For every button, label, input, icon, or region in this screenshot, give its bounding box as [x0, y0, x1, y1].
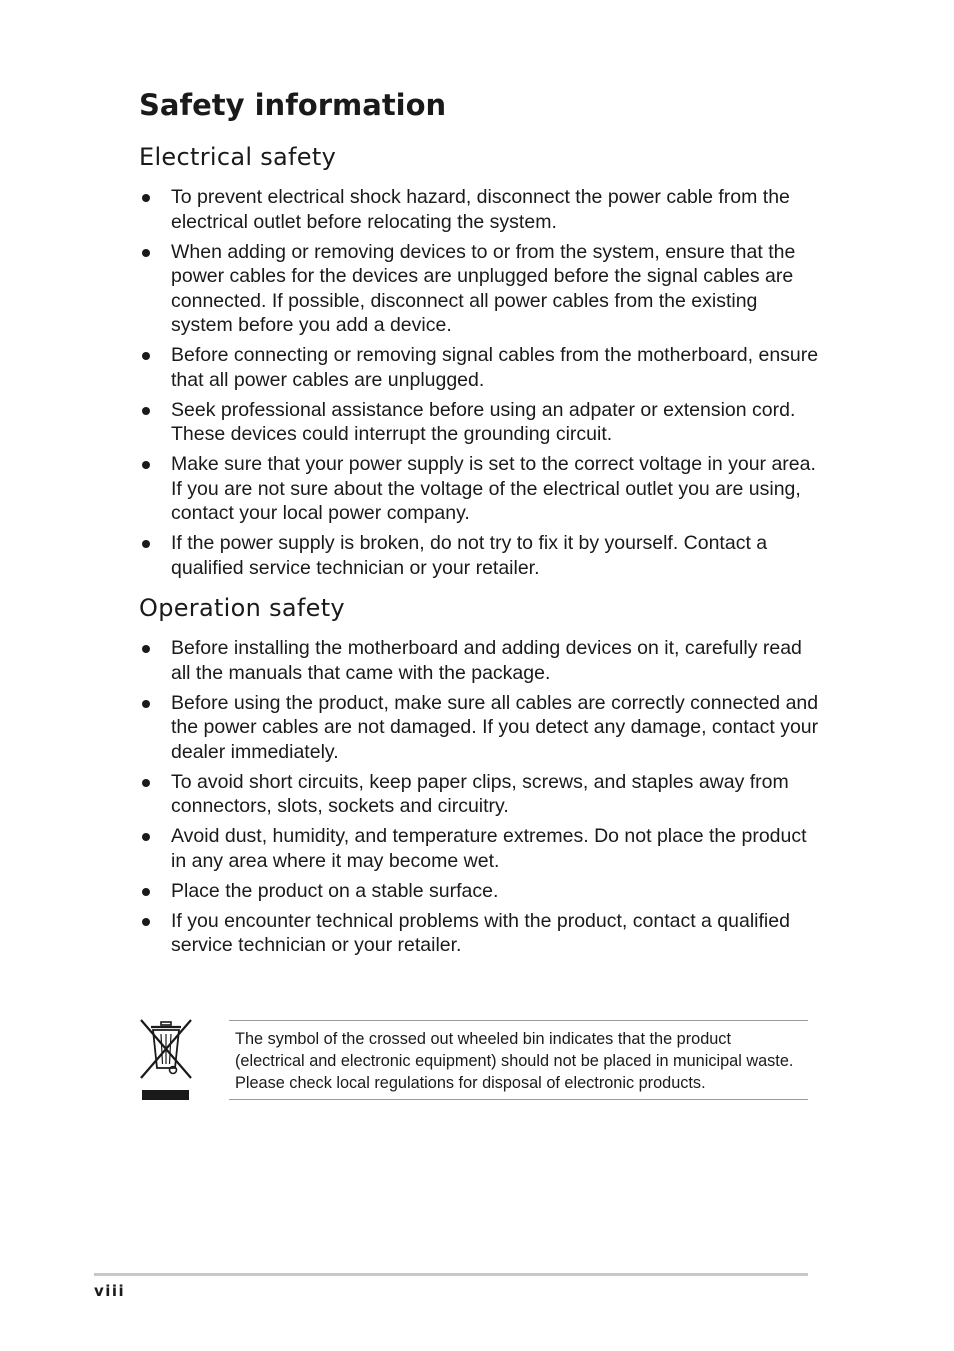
list-item [139, 691, 819, 765]
list-item-text: Make sure that your power supply is set to the correct voltage in your area. If you are not sure about the voltage of the electrical outlet you are using, contact your local power company. [171, 453, 816, 524]
list-item-text: Avoid dust, humidity, and temperature extremes. Do not place the product in any area where it may become wet. [171, 825, 807, 872]
list-item-text: When adding or removing devices to or from the system, ensure that the power cables for the devices are unplugged before the signal cables are connected. If possible, disconnect all power cables from the existing system before you add a device. [171, 240, 796, 336]
bullet-icon [142, 540, 150, 548]
list-item-text: To avoid short circuits, keep paper clips, screws, and staples away from connectors, slots, sockets and circuitry. [171, 770, 789, 817]
list-item [139, 770, 819, 819]
list-item [139, 240, 819, 338]
bullet-icon [142, 918, 150, 926]
bullet-icon [142, 700, 150, 708]
bullet-icon [142, 407, 150, 415]
disposal-notice [229, 1020, 808, 1100]
list-item-text: If you encounter technical problems with the product, contact a qualified service technician or your retailer. [171, 909, 790, 956]
page-number: viii [94, 1282, 126, 1300]
footer-divider [94, 1273, 808, 1276]
list-item [139, 909, 819, 958]
list-item [139, 452, 819, 526]
list-item [139, 185, 819, 234]
bullet-icon [142, 352, 150, 360]
list-item-text: Before installing the motherboard and adding devices on it, carefully read all the manuals that came with the package. [171, 637, 802, 684]
operation-safety-list [139, 636, 819, 963]
list-item [139, 398, 819, 447]
crossed-out-wheeled-bin-icon [138, 1018, 194, 1102]
list-item-text: Before connecting or removing signal cables from the motherboard, ensure that all power cables are unplugged. [171, 344, 819, 391]
electrical-safety-list [139, 185, 819, 586]
bullet-icon [142, 194, 150, 202]
bullet-icon [142, 461, 150, 469]
list-item [139, 531, 819, 580]
list-item-text: Place the product on a stable surface. [171, 879, 499, 902]
list-item [139, 879, 819, 904]
list-item-text: If the power supply is broken, do not try to fix it by yourself. Contact a qualified service technician or your retailer. [171, 532, 768, 579]
list-item [139, 636, 819, 685]
bullet-icon [142, 249, 150, 257]
electrical-safety-heading: Electrical safety [139, 143, 337, 171]
bullet-icon [142, 779, 150, 787]
list-item-text: To prevent electrical shock hazard, disconnect the power cable from the electrical outlet before relocating the system. [171, 186, 790, 233]
bullet-icon [142, 888, 150, 896]
disposal-notice-text: The symbol of the crossed out wheeled bin indicates that the product (electrical and electronic equipment) should not be placed in municipal waste. Please check local regulations for disposal of electronic products. [235, 1030, 794, 1092]
bullet-icon [142, 645, 150, 653]
bullet-icon [142, 833, 150, 841]
list-item-text: Before using the product, make sure all cables are correctly connected and the power cables are not damaged. If you detect any damage, contact your dealer immediately. [171, 691, 819, 763]
operation-safety-heading: Operation safety [139, 594, 345, 622]
list-item-text: Seek professional assistance before using an adpater or extension cord. These devices could interrupt the grounding circuit. [171, 398, 796, 445]
page-title: Safety information [139, 88, 447, 122]
list-item [139, 824, 819, 873]
list-item [139, 343, 819, 392]
